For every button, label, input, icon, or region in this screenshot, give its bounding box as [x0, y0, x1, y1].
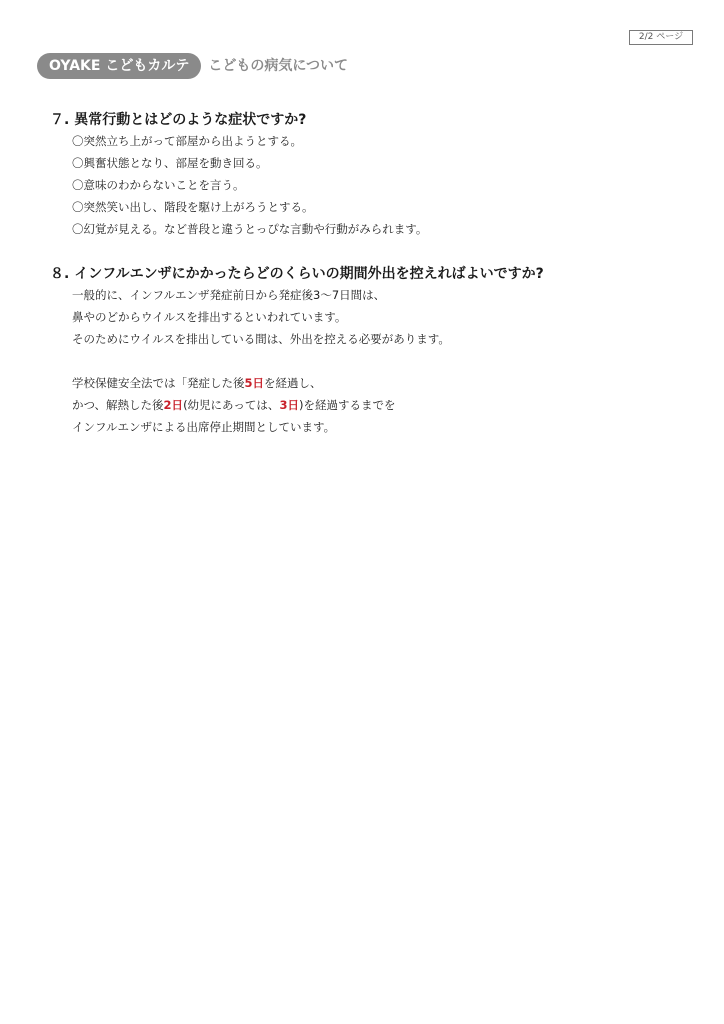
days-after-fever-infant: 3日: [279, 398, 299, 412]
rule-text: (幼児にあっては、: [183, 398, 280, 412]
symptom-item: 〇突然立ち上がって部屋から出ようとする。: [72, 134, 302, 148]
body-line: そのためにウイルスを排出している間は、外出を控える必要があります。: [72, 332, 450, 346]
rule-line-2: [72, 394, 544, 416]
question-heading-7: ７. 異常行動とはどのような症状ですか?: [50, 112, 307, 128]
page-indicator: 2/2 ページ: [629, 30, 693, 45]
days-after-onset: 5日: [244, 376, 265, 390]
rule-text: を経過し、: [264, 376, 322, 390]
header: [37, 53, 348, 79]
rule-text: 学校保健安全法では「発症した後: [72, 376, 245, 390]
days-after-fever: 2日: [163, 398, 184, 412]
symptom-item: 〇幻覚が見える。など普段と違うとっぴな言動や行動がみられます。: [72, 222, 428, 236]
section-isolation-period: [50, 264, 544, 438]
body-line: 一般的に、インフルエンザ発症前日から発症後3〜7日間は、: [72, 288, 386, 302]
body-line: 鼻やのどからウイルスを排出するといわれています。: [72, 310, 347, 324]
brand-label: OYAKE こどもカルテ: [37, 53, 201, 79]
rule-line-3: インフルエンザによる出席停止期間としています。: [72, 420, 336, 434]
symptom-item: 〇意味のわからないことを言う。: [72, 178, 245, 192]
question-heading-8: ８. インフルエンザにかかったらどのくらいの期間外出を控えればよいですか?: [50, 266, 544, 282]
paragraph-spacer: [50, 350, 544, 372]
rule-line-1: [72, 372, 544, 394]
rule-text: )を経過するまでを: [298, 398, 396, 412]
symptom-item: 〇突然笑い出し、階段を駆け上がろうとする。: [72, 200, 314, 214]
header-subtitle: こどもの病気について: [208, 58, 349, 74]
symptom-item: 〇興奮状態となり、部屋を動き回る。: [72, 156, 268, 170]
rule-text: かつ、解熱した後: [72, 398, 164, 412]
section-abnormal-behavior: [50, 110, 427, 240]
